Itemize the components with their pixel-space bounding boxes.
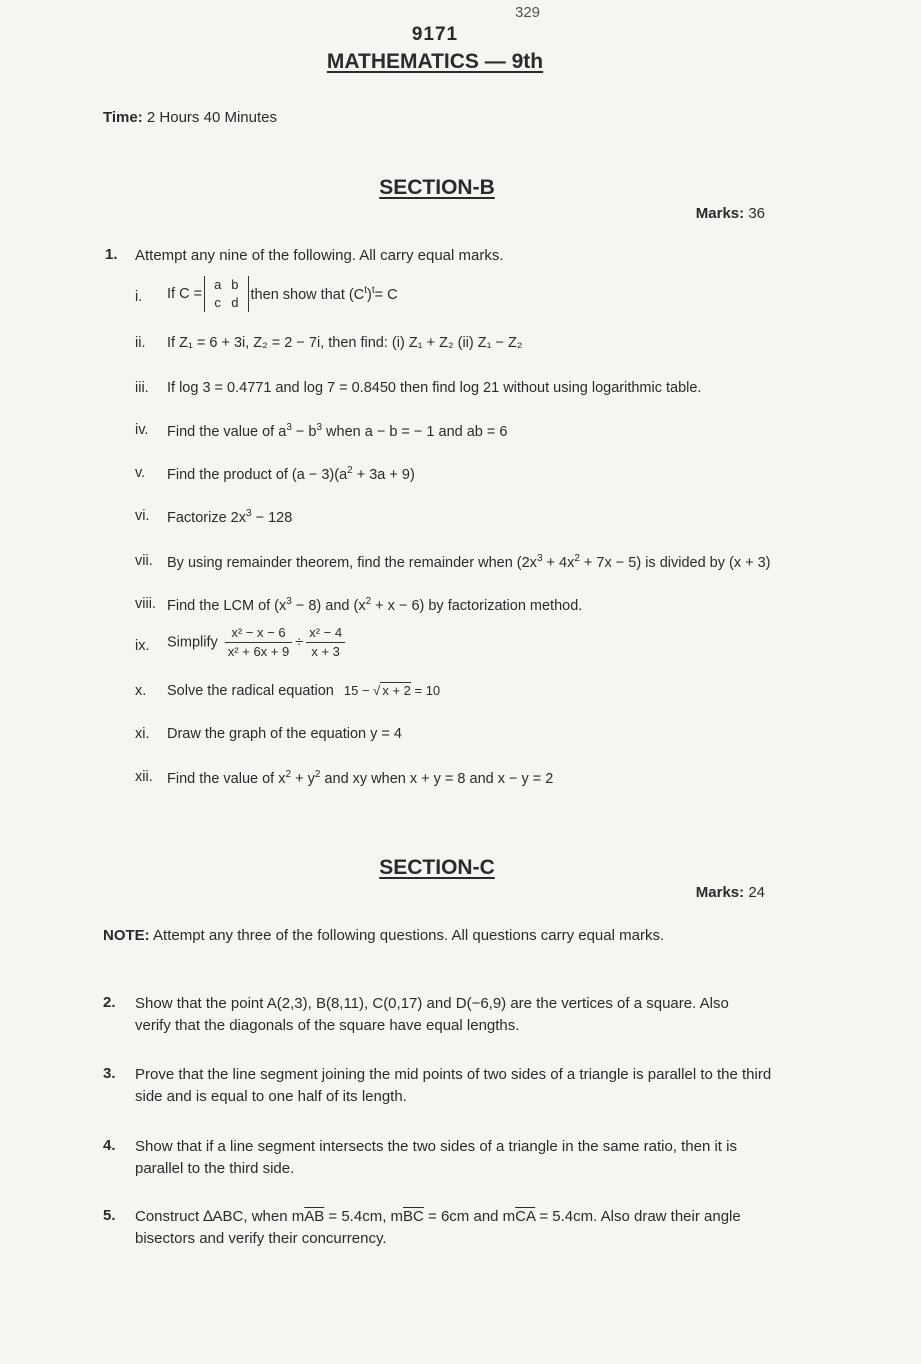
section-c-note: NOTE: Attempt any three of the following questions. All questions carry equal marks.: [103, 927, 665, 944]
question-number: 5.: [103, 1207, 116, 1224]
item-number: iii.: [135, 380, 149, 396]
question-text: Construct ∆ABC, when $m\overline{AB} = 5.4cm$, $m\overline{BC} = 6cm$ and $m\overline{CA} = 5.4cm$. Also draw their angle bisectors and verify their concurrency.: [135, 1208, 741, 1247]
time-value: 2 Hours 40 Minutes: [146, 109, 277, 126]
question-text: Show that the point A(2,3), B(8,11), C(0,17) and D(−6,9) are the vertices of a square. Also verify that the diagonals of the square have equal lengths.: [135, 995, 729, 1034]
question-number: 2.: [103, 994, 116, 1011]
time-allowed: [103, 109, 277, 126]
matrix: a b c d: [204, 276, 248, 312]
item-text: If log 3 = 0.4771 and log 7 = 0.8450 then find log 21 without using logarithmic table.: [167, 380, 702, 396]
item-text: Find the value of $x^2 + y^2$ and xy when x + y = 8 and x − y = 2: [167, 769, 554, 787]
question-number: 4.: [103, 1137, 116, 1154]
fraction: $\frac{\text{x² − x − 6}}{\text{x² + 6x + 9}}$: [225, 624, 292, 661]
item-text: Draw the graph of the equation y = 4: [167, 726, 402, 742]
question-text: Show that if a line segment intersects the two sides of a triangle in the same ratio, then it is parallel to the third side.: [135, 1138, 737, 1177]
section-b-heading: SECTION-B: [379, 176, 495, 199]
item-text: Find the LCM of $(x^3 - 8)$ and $(x^2 + x - 6)$ by factorization method.: [167, 596, 583, 614]
section-c-marks: Marks: 24: [695, 884, 765, 901]
fraction: $\frac{\text{x² − 4}}{x + 3}$: [306, 624, 345, 661]
question-text: Prove that the line segment joining the mid points of two sides of a triangle is parallel to the third side and is equal to one half of its length.: [135, 1066, 772, 1105]
item-text: Find the product of $(a - 3)(a^2 + 3a + 9)$: [167, 465, 415, 483]
item-text: Factorize $2x^3 - 128$: [167, 508, 293, 526]
section-c-heading: SECTION-C: [379, 856, 495, 879]
corner-number: 329: [515, 4, 541, 21]
item-number: iv.: [135, 422, 149, 438]
item-text: Find the value of $a^3 - b^3$ when a − b = − 1 and ab = 6: [167, 422, 508, 440]
question-text: Attempt any nine of the following. All carry equal marks.: [135, 247, 504, 264]
item-number: xi.: [135, 726, 150, 742]
item-text: If C = a b c d then show that $(C^t)^t= C$: [167, 277, 398, 310]
item-text: By using remainder theorem, find the remainder when $(2x^3 + 4x^2 + 7x - 5)$ is divided by (x + 3): [167, 553, 771, 571]
paper-code: 9171: [411, 24, 459, 45]
section-b-marks: Marks: 36: [695, 205, 765, 222]
paper-title: MATHEMATICS — 9th: [326, 50, 544, 73]
item-number: xii.: [135, 769, 153, 785]
question-number: 3.: [103, 1065, 116, 1082]
time-label: Time:: [103, 109, 143, 126]
item-number: vi.: [135, 508, 150, 524]
item-number: i.: [135, 289, 143, 305]
item-number: x.: [135, 683, 147, 699]
item-text: Solve the radical equation 15 − √ x + 2 = 10: [167, 683, 441, 699]
item-text: Simplify $\frac{\text{x² − x − 6}}{\text{x² + 6x + 9}}$ ÷ $\frac{\text{x² − 4}}{x + 3}$: [167, 624, 348, 661]
item-number: ii.: [135, 335, 146, 351]
item-number: v.: [135, 465, 146, 481]
item-number: viii.: [135, 596, 156, 612]
question-number: 1.: [105, 246, 118, 263]
item-number: vii.: [135, 553, 153, 569]
item-text: If Z₁ = 6 + 3i, Z₂ = 2 − 7i, then find: (i) Z₁ + Z₂ (ii) Z₁ − Z₂: [167, 335, 523, 351]
item-number: ix.: [135, 638, 150, 654]
